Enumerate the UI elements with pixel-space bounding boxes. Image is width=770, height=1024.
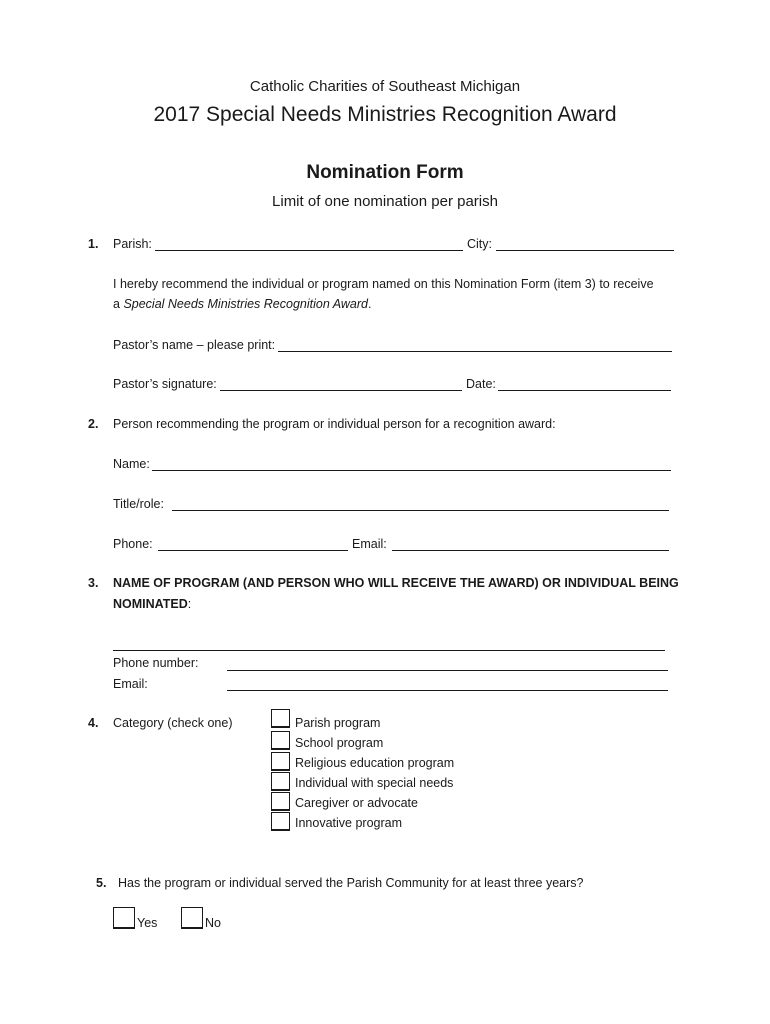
recommender-phone-label: Phone: [113, 537, 153, 551]
recommender-title-field[interactable] [172, 510, 669, 511]
pastor-name-field[interactable] [278, 351, 672, 352]
organization-name: Catholic Charities of Southeast Michigan [249, 78, 521, 95]
pastor-signature-label: Pastor’s signature: [113, 377, 217, 391]
nominee-heading-line-1: NAME OF PROGRAM (AND PERSON WHO WILL RECEIVE THE AWARD) OR INDIVIDUAL BEING [113, 576, 679, 590]
no-checkbox[interactable] [181, 907, 203, 929]
category-option-caregiver: Caregiver or advocate [295, 796, 418, 810]
yes-checkbox[interactable] [113, 907, 135, 929]
category-checkbox-individual[interactable] [271, 772, 290, 791]
category-option-individual: Individual with special needs [295, 776, 454, 790]
city-label: City: [467, 237, 492, 251]
category-option-school: School program [295, 736, 384, 750]
date-field[interactable] [498, 390, 671, 391]
category-label: Category (check one) [113, 716, 233, 730]
section-1-number: 1. [88, 237, 99, 251]
recommend-line-2 [113, 297, 371, 311]
recommender-email-label: Email: [352, 537, 387, 551]
category-option-innovative: Innovative program [295, 816, 403, 830]
parish-field[interactable] [155, 250, 463, 251]
service-question: Has the program or individual served the Parish Community for at least three years? [118, 876, 584, 890]
recommender-title-label: Title/role: [113, 497, 164, 511]
nominee-heading-colon: : [187, 597, 192, 611]
section-3-number: 3. [88, 576, 99, 590]
award-title: 2017 Special Needs Ministries Recognition Award [153, 103, 617, 126]
recommender-name-field[interactable] [152, 470, 671, 471]
section-5-number: 5. [96, 876, 107, 890]
nominee-phone-label: Phone number: [113, 656, 199, 670]
limit-note: Limit of one nomination per parish [272, 193, 498, 210]
category-checkbox-school[interactable] [271, 731, 290, 750]
nominee-email-label: Email: [113, 677, 148, 691]
category-option-religious-education: Religious education program [295, 756, 455, 770]
date-label: Date: [466, 377, 496, 391]
nominee-name-field[interactable] [113, 650, 665, 651]
nominee-phone-field[interactable] [227, 670, 668, 671]
recommender-phone-field[interactable] [158, 550, 348, 551]
award-name-italic: Special Needs Ministries Recognition Award [123, 297, 368, 311]
parish-label: Parish: [113, 237, 152, 251]
category-checkbox-innovative[interactable] [271, 812, 290, 831]
pastor-signature-field[interactable] [220, 390, 462, 391]
recommender-email-field[interactable] [392, 550, 669, 551]
category-checkbox-religious-education[interactable] [271, 752, 290, 771]
form-title: Nomination Form [306, 162, 464, 183]
recommend-suffix: . [368, 297, 372, 311]
section-4-number: 4. [88, 716, 99, 730]
category-checkbox-caregiver[interactable] [271, 792, 290, 811]
no-label: No [205, 916, 221, 930]
recommender-prompt: Person recommending the program or individual person for a recognition award: [113, 417, 556, 431]
nominee-heading-word: NOMINATED [113, 597, 188, 611]
recommend-line-1: I hereby recommend the individual or program named on this Nomination Form (item 3) to receive [113, 277, 654, 291]
yes-label: Yes [137, 916, 158, 930]
nominee-heading-line-2 [113, 597, 191, 611]
category-option-parish: Parish program [295, 716, 381, 730]
recommender-name-label: Name: [113, 457, 150, 471]
category-checkbox-parish[interactable] [271, 709, 290, 728]
city-field[interactable] [496, 250, 674, 251]
section-2-number: 2. [88, 417, 99, 431]
nominee-email-field[interactable] [227, 690, 668, 691]
recommend-prefix: a [113, 297, 124, 311]
pastor-name-label: Pastor’s name – please print: [113, 338, 276, 352]
